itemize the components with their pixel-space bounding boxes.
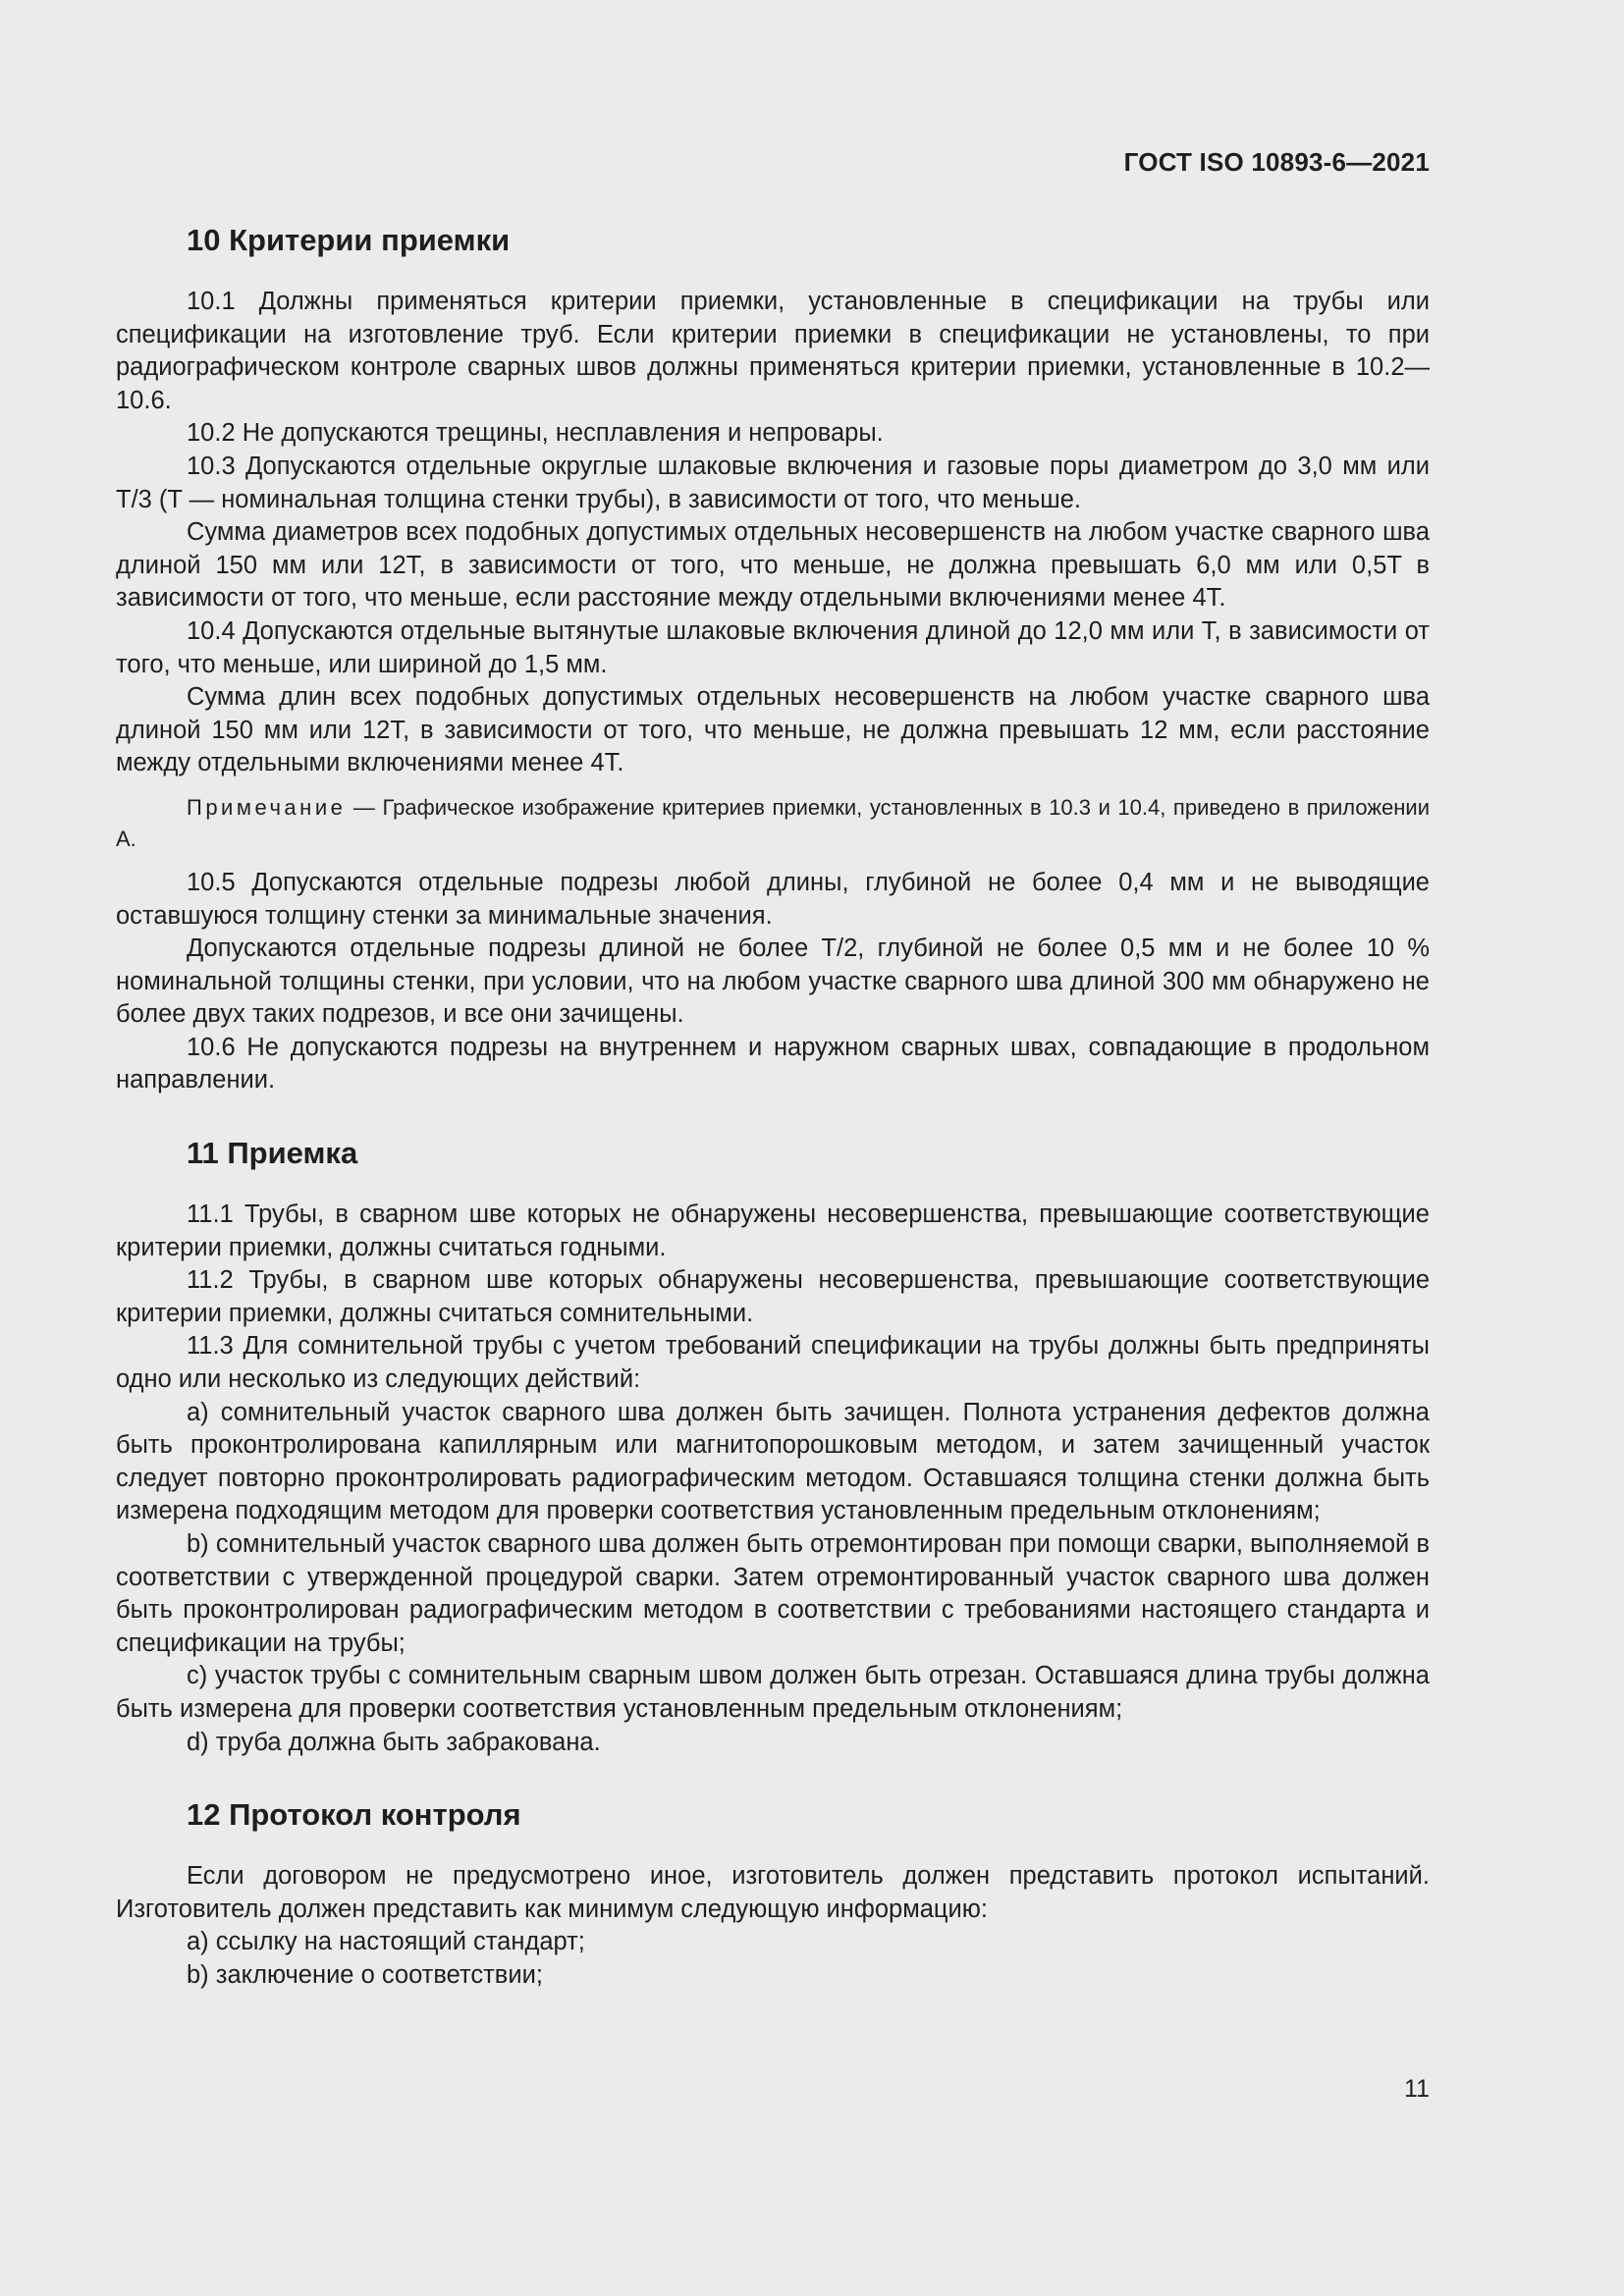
list-item-12-a: a) ссылку на настоящий стандарт; [187, 1928, 585, 1956]
note-text: — Графическое изображение критериев приемки, установленных в 10.3 и 10.4, приведено в приложении А. [116, 794, 1430, 851]
list-item-12-b: b) заключение о соответствии; [187, 1960, 543, 1989]
paragraph-10-6: 10.6 Не допускаются подрезы на внутреннем и наружном сварных швах, совпадающие в продольном направлении. [116, 1033, 1430, 1095]
document-id-header: ГОСТ ISO 10893-6—2021 [1123, 147, 1430, 177]
paragraph-10-3: 10.3 Допускаются отдельные округлые шлаковые включения и газовые поры диаметром до 3,0 мм или T/3 (T — номинальная толщина стенки трубы), в зависимости от того, что меньше. [116, 452, 1430, 513]
page-number: 11 [1404, 2075, 1430, 2103]
section-10-title: 10 Критерии приемки [187, 223, 511, 257]
section-12-title: 12 Протокол контроля [187, 1797, 521, 1833]
paragraph-10-1: 10.1 Должны применяться критерии приемки, установленные в спецификации на трубы или спецификации на изготовление труб. Если критерии приемки в спецификации не установлены, то при радиографическом контроле сварных швов должны применяться критерии приемки, установленные в 10.2—10.6. [116, 288, 1430, 414]
paragraph-10-5: 10.5 Допускаются отдельные подрезы любой длины, глубиной не более 0,4 мм и не выводящие оставшуюся толщину стенки за минимальные значения. [116, 868, 1430, 930]
paragraph-10-2: 10.2 Не допускаются трещины, несплавления и непровары. [187, 419, 884, 448]
paragraph-11-2: 11.2 Трубы, в сварном шве которых обнаружены несовершенства, превышающие соответствующие критерии приемки, должны считаться сомнительными. [116, 1266, 1430, 1327]
list-item-11-3-b: b) сомнительный участок сварного шва должен быть отремонтирован при помощи сварки, выполняемой в соответствии с утвержденной процедурой сварки. Затем отремонтированный участок сварного шва должен быть проконтролирован радиографическим методом в соответствии с требованиями настоящего стандарта и спецификации на трубы; [116, 1530, 1430, 1657]
paragraph-12-intro: Если договором не предусмотрено иное, изготовитель должен представить протокол испытаний. Изготовитель должен представить как минимум следующую информацию: [116, 1862, 1430, 1923]
list-item-11-3-d: d) труба должна быть забракована. [187, 1728, 601, 1756]
list-item-11-3-a: a) сомнительный участок сварного шва должен быть зачищен. Полнота устранения дефектов должна быть проконтролирована капиллярным или магнитопорошковым методом, и затем зачищенный участок следует повторно проконтролировать радиографическим методом. Оставшаяся толщина стенки должна быть измерена подходящим методом для проверки соответствия установленным предельным отклонениям; [116, 1398, 1430, 1525]
list-item-11-3-c: c) участок трубы с сомнительным сварным швом должен быть отрезан. Оставшаяся длина трубы должна быть измерена для проверки соответствия установленным предельным отклонениям; [116, 1662, 1430, 1723]
paragraph-10-4-sum: Сумма длин всех подобных допустимых отдельных несовершенств на любом участке сварного шва длиной 150 мм или 12T, в зависимости от того, что меньше, не должна превышать 12 мм, если расстояние между отдельными включениями менее 4T. [116, 683, 1430, 777]
paragraph-10-3-sum: Сумма диаметров всех подобных допустимых отдельных несовершенств на любом участке сварного шва длиной 150 мм или 12T, в зависимости от того, что меньше, не должна превышать 6,0 мм или 0,5T в зависимости от того, что меньше, если расстояние между отдельными включениями менее 4T. [116, 518, 1430, 613]
note [116, 792, 1430, 855]
note-label: Примечание [187, 794, 347, 820]
paragraph-11-3: 11.3 Для сомнительной трубы с учетом требований спецификации на трубы должны быть предприняты одно или несколько из следующих действий: [116, 1332, 1430, 1394]
paragraph-11-1: 11.1 Трубы, в сварном шве которых не обнаружены несовершенства, превышающие соответствующие критерии приемки, должны считаться годными. [116, 1201, 1430, 1261]
paragraph-10-4: 10.4 Допускаются отдельные вытянутые шлаковые включения длиной до 12,0 мм или T, в зависимости от того, что меньше, или шириной до 1,5 мм. [116, 616, 1430, 678]
paragraph-10-5-undercuts: Допускаются отдельные подрезы длиной не более T/2, глубиной не более 0,5 мм и не более 10 % номинальной толщины стенки, при условии, что на любом участке сварного шва длиной 300 мм обнаружено не более двух таких подрезов, и все они зачищены. [116, 934, 1430, 1029]
page-content [116, 221, 1430, 1993]
section-11-title: 11 Приемка [187, 1136, 358, 1171]
